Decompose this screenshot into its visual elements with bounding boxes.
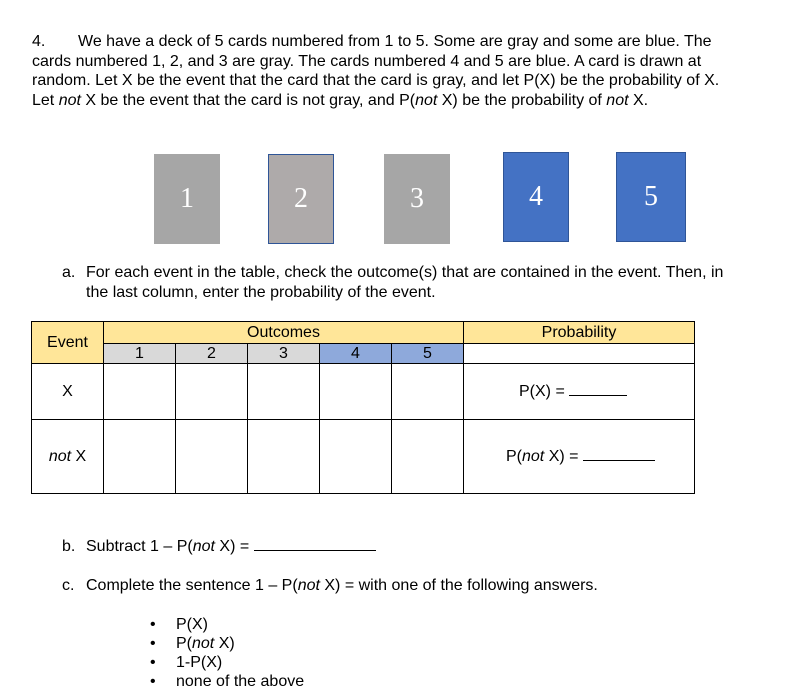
outcomes-header: Outcomes — [104, 322, 464, 344]
row-notx-check-1[interactable] — [104, 420, 176, 494]
outcomes-table — [31, 321, 695, 494]
probability-subheader — [464, 344, 695, 364]
row-notx-check-5[interactable] — [392, 420, 464, 494]
choice-1-minus-px[interactable]: • 1-P(X) — [150, 653, 304, 672]
part-b-label: b. — [62, 538, 76, 555]
outcome-4: 4 — [320, 344, 392, 364]
card-5: 5 — [616, 152, 686, 242]
answer-choices — [150, 615, 304, 691]
part-c: c. Complete the sentence 1 – P(not X) = with one of the following answers. — [62, 577, 598, 594]
problem-line-4: Let not X be the event that the card is not gray, and P(not X) be the probability of not X. — [32, 91, 649, 109]
card-1: 1 — [154, 154, 220, 244]
card-2: 2 — [268, 154, 334, 244]
problem-line-2: cards numbered 1, 2, and 3 are gray. The cards numbered 4 and 5 are blue. A card is drawn at — [32, 52, 702, 70]
outcome-2: 2 — [176, 344, 248, 364]
row-x-probability[interactable]: P(X) = — [464, 364, 695, 420]
part-c-label: c. — [62, 577, 75, 594]
outcome-1: 1 — [104, 344, 176, 364]
row-x-event: X — [32, 364, 104, 420]
choice-p-not-x[interactable]: • P(not X) — [150, 634, 304, 653]
row-x-check-2[interactable] — [176, 364, 248, 420]
part-b: b. Subtract 1 – P(not X) = — [62, 538, 376, 556]
row-x-check-3[interactable] — [248, 364, 320, 420]
card-3: 3 — [384, 154, 450, 244]
problem-number: 4. — [32, 33, 46, 50]
part-b-answer-line[interactable] — [254, 550, 376, 551]
row-x-check-5[interactable] — [392, 364, 464, 420]
row-notx-probability[interactable]: P(not X) = — [464, 420, 695, 494]
outcome-3: 3 — [248, 344, 320, 364]
part-a-text: For each event in the table, check the outcome(s) that are contained in the event. Then, in the last column, enter the probability of the event. — [86, 264, 724, 301]
row-x-check-4[interactable] — [320, 364, 392, 420]
choice-px[interactable]: • P(X) — [150, 615, 304, 634]
row-notx-event: not X — [32, 420, 104, 494]
part-a-label: a. — [62, 264, 76, 281]
row-notx-check-3[interactable] — [248, 420, 320, 494]
problem-line-1: We have a deck of 5 cards numbered from 1 to 5. Some are gray and some are blue. The — [78, 33, 712, 50]
card-4: 4 — [503, 152, 569, 242]
row-notx-check-4[interactable] — [320, 420, 392, 494]
outcome-5: 5 — [392, 344, 464, 364]
event-header: Event — [32, 322, 104, 364]
problem-line-3: random. Let X be the event that the card that the card is gray, and let P(X) be the probability of X. — [32, 72, 720, 89]
row-notx-check-2[interactable] — [176, 420, 248, 494]
row-x-check-1[interactable] — [104, 364, 176, 420]
part-a-instructions — [62, 263, 752, 302]
choice-none[interactable]: • none of the above — [150, 672, 304, 691]
probability-header: Probability — [464, 322, 695, 344]
problem-statement — [32, 32, 752, 110]
